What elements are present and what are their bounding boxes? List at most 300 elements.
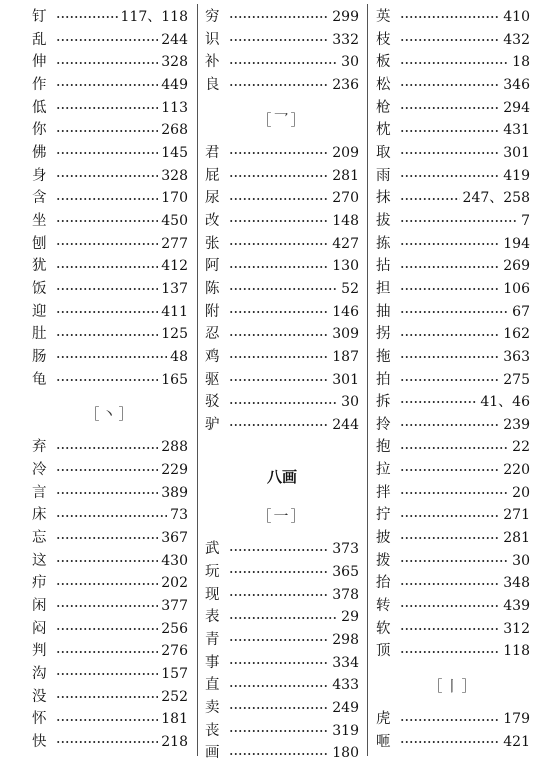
dot-leader xyxy=(56,105,158,111)
index-entry xyxy=(205,652,359,675)
index-entry xyxy=(205,6,359,29)
index-entry xyxy=(205,720,359,743)
stroke-section-header: ［乛］ xyxy=(256,110,308,129)
index-entry xyxy=(32,165,188,188)
index-entry xyxy=(205,674,359,697)
entry-page-number: 218 xyxy=(161,734,188,751)
entry-character: 拖 xyxy=(376,348,391,365)
entry-page-number: 431 xyxy=(503,122,530,139)
entry-page-number: 148 xyxy=(332,212,359,229)
entry-page-number: 319 xyxy=(332,722,359,739)
index-entry xyxy=(376,504,530,527)
index-entry xyxy=(32,29,188,52)
entry-character: 驱 xyxy=(205,371,220,388)
index-entry xyxy=(376,29,530,52)
dot-leader xyxy=(400,717,500,723)
dot-leader xyxy=(229,547,329,553)
entry-character: 玩 xyxy=(205,564,220,581)
dot-leader xyxy=(229,264,329,270)
dot-leader xyxy=(400,82,500,88)
dot-leader xyxy=(400,490,509,496)
index-entry xyxy=(32,119,188,142)
index-entry xyxy=(32,278,188,301)
entry-character: 现 xyxy=(205,586,220,603)
entry-character: 龟 xyxy=(32,371,47,388)
entry-page-number: 270 xyxy=(332,190,359,207)
entry-character: 松 xyxy=(376,76,391,93)
dot-leader xyxy=(56,558,158,564)
dot-leader xyxy=(400,286,500,292)
entry-character: 抽 xyxy=(376,303,391,320)
entry-character: 拉 xyxy=(376,462,391,479)
index-entry xyxy=(376,255,530,278)
index-entry xyxy=(376,527,530,550)
dot-leader xyxy=(56,241,158,247)
entry-character: 疖 xyxy=(32,575,47,592)
index-entry xyxy=(32,527,188,550)
entry-character: 抱 xyxy=(376,439,391,456)
entry-character: 虎 xyxy=(376,711,391,728)
entry-character: 闲 xyxy=(32,598,47,615)
entry-page-number: 348 xyxy=(503,575,530,592)
index-entry xyxy=(376,459,530,482)
index-entry xyxy=(205,697,359,720)
dot-leader xyxy=(229,286,338,292)
entry-page-number: 312 xyxy=(503,620,530,637)
index-entry xyxy=(376,187,530,210)
dot-leader xyxy=(229,615,338,621)
index-column-3 xyxy=(376,6,530,754)
dot-leader xyxy=(400,739,500,745)
dot-leader xyxy=(56,128,158,134)
index-entry xyxy=(32,550,188,573)
entry-character: 拈 xyxy=(376,258,391,275)
dot-leader xyxy=(229,354,329,360)
index-entry xyxy=(376,142,530,165)
dot-leader xyxy=(400,535,500,541)
entry-character: 武 xyxy=(205,541,220,558)
stroke-section-header: ［一］ xyxy=(256,507,308,526)
index-entry xyxy=(376,572,530,595)
entry-page-number: 181 xyxy=(161,711,188,728)
entry-character: 快 xyxy=(32,734,47,751)
entry-page-number: 194 xyxy=(503,235,530,252)
entry-character: 改 xyxy=(205,212,220,229)
dot-leader xyxy=(56,150,158,156)
entry-page-number: 373 xyxy=(332,541,359,558)
column-divider xyxy=(197,4,198,756)
entry-character: 迎 xyxy=(32,303,47,320)
dot-leader xyxy=(56,60,158,66)
dot-leader xyxy=(400,14,500,20)
index-entry xyxy=(205,414,359,437)
entry-character: 伸 xyxy=(32,54,47,71)
entry-page-number: 367 xyxy=(161,530,188,547)
entry-page-number: 118 xyxy=(503,643,530,660)
index-entry xyxy=(205,584,359,607)
entry-page-number: 170 xyxy=(161,190,188,207)
entry-character: 补 xyxy=(205,54,220,71)
dot-leader xyxy=(400,626,500,632)
dot-leader xyxy=(229,173,329,179)
entry-character: 肠 xyxy=(32,348,47,365)
entry-character: 板 xyxy=(376,54,391,71)
entry-page-number: 165 xyxy=(161,371,188,388)
index-entry xyxy=(205,301,359,324)
entry-character: 作 xyxy=(32,76,47,93)
dot-leader xyxy=(56,332,158,338)
index-entry xyxy=(32,459,188,482)
entry-character: 拎 xyxy=(376,416,391,433)
entry-character: 没 xyxy=(32,688,47,705)
index-entry xyxy=(376,97,530,120)
entry-page-number: 281 xyxy=(503,530,530,547)
entry-page-number: 252 xyxy=(161,688,188,705)
stroke-section-header: ［丶］ xyxy=(84,405,136,424)
index-column-2 xyxy=(205,6,359,765)
entry-character: 拔 xyxy=(376,212,391,229)
entry-page-number: 117、118 xyxy=(120,9,188,25)
dot-leader xyxy=(229,218,329,224)
index-entry xyxy=(32,436,188,459)
index-entry xyxy=(32,301,188,324)
entry-character: 直 xyxy=(205,677,220,694)
dot-leader xyxy=(56,490,158,496)
entry-page-number: 7 xyxy=(521,212,530,229)
entry-character: 披 xyxy=(376,530,391,547)
index-entry xyxy=(376,323,530,346)
entry-page-number: 137 xyxy=(161,280,188,297)
index-entry xyxy=(32,346,188,369)
dot-leader xyxy=(56,535,158,541)
entry-character: 乱 xyxy=(32,31,47,48)
dot-leader xyxy=(56,264,158,270)
entry-character: 判 xyxy=(32,643,47,660)
entry-character: 良 xyxy=(205,76,220,93)
entry-character: 怀 xyxy=(32,711,47,728)
dot-leader xyxy=(56,739,158,745)
entry-character: 英 xyxy=(376,9,391,25)
dot-leader xyxy=(400,649,500,655)
entry-character: 弃 xyxy=(32,439,47,456)
entry-page-number: 410 xyxy=(503,9,530,25)
dot-leader xyxy=(56,603,158,609)
entry-page-number: 328 xyxy=(161,167,188,184)
dot-leader xyxy=(400,105,500,111)
index-entry xyxy=(32,323,188,346)
entry-character: 拣 xyxy=(376,235,391,252)
entry-page-number: 220 xyxy=(503,462,530,479)
dot-leader xyxy=(229,309,329,315)
dot-leader xyxy=(229,37,329,43)
dot-leader xyxy=(229,196,329,202)
entry-page-number: 20 xyxy=(512,484,530,501)
entry-page-number: 334 xyxy=(332,654,359,671)
entry-page-number: 145 xyxy=(161,144,188,161)
entry-page-number: 294 xyxy=(503,99,530,116)
entry-character: 闷 xyxy=(32,620,47,637)
entry-character: 拧 xyxy=(376,507,391,524)
entry-character: 驳 xyxy=(205,394,220,411)
dot-leader xyxy=(229,705,329,711)
index-entry xyxy=(205,629,359,652)
index-entry xyxy=(32,233,188,256)
entry-page-number: 346 xyxy=(503,76,530,93)
entry-character: 犹 xyxy=(32,258,47,275)
entry-page-number: 179 xyxy=(503,711,530,728)
entry-page-number: 276 xyxy=(161,643,188,660)
entry-page-number: 41、46 xyxy=(480,394,530,411)
entry-character: 枪 xyxy=(376,99,391,116)
entry-character: 拆 xyxy=(376,394,391,411)
dot-leader xyxy=(229,569,329,575)
index-entry xyxy=(205,187,359,210)
entry-page-number: 439 xyxy=(503,598,530,615)
index-entry xyxy=(376,482,530,505)
entry-character: 肚 xyxy=(32,326,47,343)
entry-character: 穷 xyxy=(205,9,220,25)
dot-leader xyxy=(400,603,500,609)
entry-page-number: 412 xyxy=(161,258,188,275)
entry-character: 你 xyxy=(32,122,47,139)
entry-page-number: 427 xyxy=(332,235,359,252)
index-entry xyxy=(205,233,359,256)
index-entry xyxy=(376,346,530,369)
dot-leader xyxy=(229,660,329,666)
entry-character: 坐 xyxy=(32,212,47,229)
entry-character: 陈 xyxy=(205,280,220,297)
entry-character: 含 xyxy=(32,190,47,207)
index-entry xyxy=(32,6,188,29)
dot-leader xyxy=(56,286,158,292)
entry-page-number: 256 xyxy=(161,620,188,637)
entry-character: 这 xyxy=(32,552,47,569)
index-entry xyxy=(376,74,530,97)
entry-character: 枝 xyxy=(376,31,391,48)
entry-page-number: 30 xyxy=(512,552,530,569)
entry-page-number: 18 xyxy=(512,54,530,71)
index-column-1 xyxy=(32,6,188,754)
entry-page-number: 229 xyxy=(161,462,188,479)
index-entry xyxy=(376,414,530,437)
entry-character: 卖 xyxy=(205,700,220,717)
index-entry xyxy=(32,708,188,731)
column-divider xyxy=(367,4,368,756)
entry-page-number: 162 xyxy=(503,326,530,343)
entry-character: 抬 xyxy=(376,575,391,592)
dot-leader xyxy=(56,309,158,315)
entry-page-number: 301 xyxy=(332,371,359,388)
index-entry xyxy=(205,29,359,52)
dot-leader xyxy=(400,467,500,473)
entry-character: 枕 xyxy=(376,122,391,139)
index-entry xyxy=(32,572,188,595)
dot-leader xyxy=(229,332,329,338)
dot-leader xyxy=(56,671,158,677)
spacer xyxy=(205,436,359,459)
dot-leader xyxy=(229,728,329,734)
entry-character: 附 xyxy=(205,303,220,320)
entry-character: 张 xyxy=(205,235,220,252)
dot-leader xyxy=(400,513,500,519)
entry-page-number: 30 xyxy=(341,394,359,411)
entry-character: 转 xyxy=(376,598,391,615)
dot-leader xyxy=(400,581,500,587)
dot-leader xyxy=(400,264,500,270)
index-entry xyxy=(376,369,530,392)
dot-leader xyxy=(400,218,518,224)
entry-page-number: 236 xyxy=(332,76,359,93)
entry-character: 软 xyxy=(376,620,391,637)
entry-page-number: 378 xyxy=(332,586,359,603)
entry-character: 冷 xyxy=(32,462,47,479)
dot-leader xyxy=(229,422,329,428)
entry-character: 尿 xyxy=(205,190,220,207)
dot-leader xyxy=(400,128,500,134)
entry-page-number: 187 xyxy=(332,348,359,365)
dot-leader xyxy=(229,592,329,598)
entry-character: 担 xyxy=(376,280,391,297)
entry-character: 驴 xyxy=(205,416,220,433)
entry-character: 屁 xyxy=(205,167,220,184)
dot-leader xyxy=(56,37,158,43)
dot-leader xyxy=(400,354,500,360)
index-entry xyxy=(205,538,359,561)
entry-page-number: 30 xyxy=(341,54,359,71)
entry-character: 言 xyxy=(32,484,47,501)
entry-character: 君 xyxy=(205,144,220,161)
index-entry xyxy=(32,618,188,641)
entry-page-number: 309 xyxy=(332,326,359,343)
index-entry xyxy=(376,618,530,641)
entry-page-number: 449 xyxy=(161,76,188,93)
index-entry xyxy=(32,210,188,233)
entry-character: 识 xyxy=(205,31,220,48)
entry-character: 忘 xyxy=(32,530,47,547)
entry-page-number: 433 xyxy=(332,677,359,694)
index-entry xyxy=(205,346,359,369)
dot-leader xyxy=(400,332,500,338)
entry-page-number: 421 xyxy=(503,734,530,751)
index-entry xyxy=(32,187,188,210)
entry-character: 抹 xyxy=(376,190,391,207)
dot-leader xyxy=(56,717,158,723)
entry-page-number: 275 xyxy=(503,371,530,388)
entry-page-number: 67 xyxy=(512,303,530,320)
index-entry xyxy=(32,663,188,686)
dot-leader xyxy=(56,626,158,632)
dot-leader xyxy=(400,241,500,247)
entry-character: 拐 xyxy=(376,326,391,343)
dot-leader xyxy=(56,467,158,473)
entry-character: 钉 xyxy=(32,9,47,25)
entry-page-number: 244 xyxy=(332,416,359,433)
index-entry xyxy=(376,119,530,142)
entry-character: 阿 xyxy=(205,258,220,275)
entry-page-number: 299 xyxy=(332,9,359,25)
entry-character: 佛 xyxy=(32,144,47,161)
dot-leader xyxy=(229,150,329,156)
entry-character: 饭 xyxy=(32,280,47,297)
dot-leader xyxy=(56,82,158,88)
entry-page-number: 269 xyxy=(503,258,530,275)
entry-character: 青 xyxy=(205,632,220,649)
entry-page-number: 239 xyxy=(503,416,530,433)
index-entry xyxy=(32,686,188,709)
entry-character: 咂 xyxy=(376,734,391,751)
dot-leader xyxy=(56,694,158,700)
entry-page-number: 277 xyxy=(161,235,188,252)
dot-leader xyxy=(56,173,158,179)
dot-leader xyxy=(56,649,158,655)
entry-page-number: 328 xyxy=(161,54,188,71)
index-entry xyxy=(32,51,188,74)
entry-character: 刨 xyxy=(32,235,47,252)
index-entry xyxy=(32,595,188,618)
entry-page-number: 48 xyxy=(170,348,188,365)
index-entry xyxy=(32,482,188,505)
index-entry xyxy=(32,142,188,165)
entry-page-number: 146 xyxy=(332,303,359,320)
entry-page-number: 365 xyxy=(332,564,359,581)
index-entry xyxy=(376,391,530,414)
entry-page-number: 113 xyxy=(161,99,188,116)
entry-page-number: 268 xyxy=(161,122,188,139)
entry-character: 丧 xyxy=(205,722,220,739)
entry-page-number: 209 xyxy=(332,144,359,161)
dot-leader xyxy=(400,377,500,383)
entry-page-number: 29 xyxy=(341,609,359,626)
entry-character: 事 xyxy=(205,654,220,671)
entry-page-number: 247、258 xyxy=(462,190,530,207)
entry-character: 顶 xyxy=(376,643,391,660)
entry-character: 拍 xyxy=(376,371,391,388)
index-entry xyxy=(205,51,359,74)
entry-page-number: 157 xyxy=(161,666,188,683)
entry-character: 表 xyxy=(205,609,220,626)
index-entry xyxy=(205,165,359,188)
entry-page-number: 202 xyxy=(161,575,188,592)
dot-leader xyxy=(400,558,509,564)
dot-leader xyxy=(229,14,329,20)
entry-character: 沟 xyxy=(32,666,47,683)
index-entry xyxy=(205,278,359,301)
entry-character: 拨 xyxy=(376,552,391,569)
index-entry xyxy=(376,731,530,754)
entry-page-number: 411 xyxy=(161,303,188,320)
entry-character: 取 xyxy=(376,144,391,161)
dot-leader xyxy=(229,82,329,88)
index-entry xyxy=(32,640,188,663)
entry-page-number: 298 xyxy=(332,632,359,649)
entry-page-number: 130 xyxy=(332,258,359,275)
dot-leader xyxy=(400,445,509,451)
dot-leader xyxy=(229,60,338,66)
dot-leader xyxy=(400,37,500,43)
index-entry xyxy=(205,74,359,97)
entry-page-number: 52 xyxy=(341,280,359,297)
entry-character: 忍 xyxy=(205,326,220,343)
dot-leader xyxy=(56,14,118,20)
index-entry xyxy=(376,436,530,459)
dot-leader xyxy=(229,241,329,247)
entry-page-number: 363 xyxy=(503,348,530,365)
index-entry xyxy=(205,606,359,629)
dot-leader xyxy=(400,150,500,156)
dot-leader xyxy=(56,445,158,451)
entry-character: 画 xyxy=(205,745,220,762)
index-entry xyxy=(205,369,359,392)
